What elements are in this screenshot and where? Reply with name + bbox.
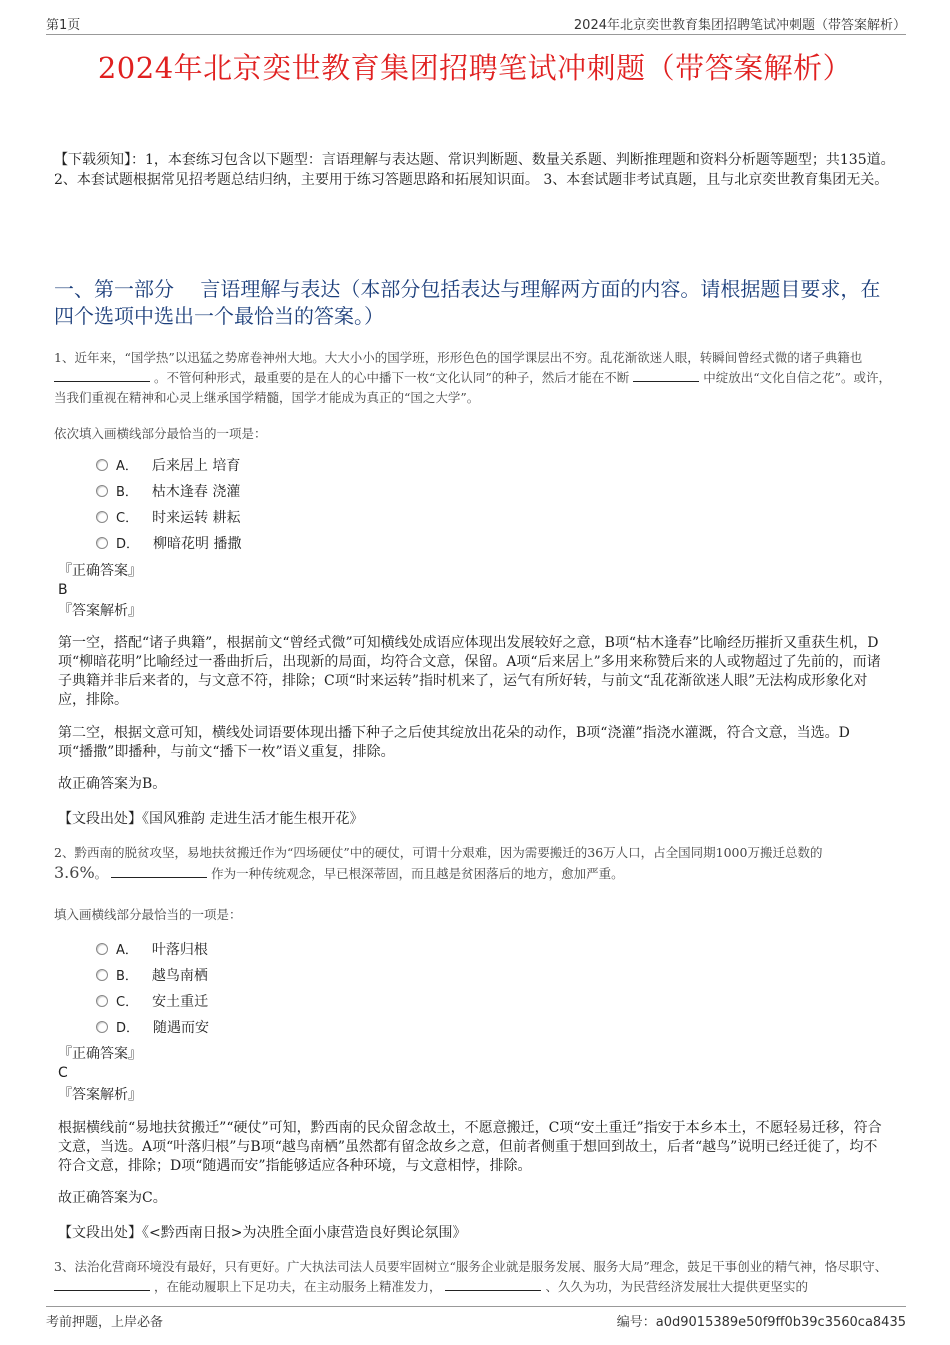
download-notice: 【下载须知】：1，本套练习包含以下题型：言语理解与表达题、常识判断题、数量关系题、判断推理题和资料分析题等题型；共135道。 2、本套试题根据常见招考题总结归纳，主要用于练习答题思路和拓展知识面。 3、本套试题非考试真题，且与北京奕世教育集团无关。 — [54, 152, 895, 188]
q1-option-a[interactable]: A． 后来居上 培育 — [96, 456, 240, 476]
question-1-stem: 1、近年来，“国学热”以迅猛之势席卷神州大地。大大小小的国学班，形形色色的国学课层出不穷。乱花渐欲迷人眼，转瞬间曾经式微的诸子典籍也 。不管何种形式，最重要的是在人的心中播下一枚“文化认同”的种子，然后才能在不断 中绽放出“文化自信之花”。或许，当我们重视在精神和心灵上继承国学精髓，国学才能成为真正的“国之大学”。 — [54, 350, 892, 405]
q2-option-a[interactable]: A． 叶落归根 — [96, 940, 208, 960]
q1-analysis-1: 第一空，搭配“诸子典籍”，根据前文“曾经式微”可知横线处成语应体现出发展较好之意，B项“枯木逢春”比喻经历摧折又重获生机，D项“柳暗花明”比喻经过一番曲折后，出现新的局面，均符合文意，保留。A项“后来居上”多用来称赞后来的人或物超过了先前的，而诸子典籍并非后来者的，与文意不符，排除；C项“时来运转”指时机来了，运气有所好转，与前文“乱花渐欲迷人眼”无法构成形象化对应，排除。 — [58, 635, 881, 708]
q1-option-c[interactable]: C． 时来运转 耕耘 — [96, 508, 241, 528]
question-3-stem: 3、法治化营商环境没有最好，只有更好。广大执法司法人员要牢固树立“服务企业就是服务发展、服务大局”理念，鼓足干事创业的精气神，恪尽职守、 ，在能动履职上下足功夫，在主动服务上精准发力， 、久久为功，为民营经济发展壮大提供更坚实的 — [54, 1259, 888, 1294]
fill-blank — [445, 1278, 541, 1291]
q2-source: 【文段出处】《<黔西南日报>为决胜全面小康营造良好舆论氛围》 — [58, 1225, 467, 1241]
radio-icon[interactable] — [96, 459, 108, 471]
radio-icon[interactable] — [96, 969, 108, 981]
analysis-label: 『答案解析』 — [58, 603, 142, 619]
analysis-label: 『答案解析』 — [58, 1087, 142, 1103]
q1-option-d[interactable]: D． 柳暗花明 播撒 — [96, 534, 241, 554]
question-2-stem: 2、黔西南的脱贫攻坚，易地扶贫搬迁作为“四场硬仗”中的硬仗，可谓十分艰难，因为需要搬迁的36万人口，占全国同期1000万搬迁总数的 3.6%。 作为一种传统观念，早已根深蒂固，而且越是贫困落后的地方，愈加严重。 — [54, 845, 823, 882]
q1-option-b[interactable]: B． 枯木逢春 浇灌 — [96, 482, 240, 502]
question-1-prompt: 依次填入画横线部分最恰当的一项是： — [54, 426, 267, 441]
section-heading: 一、第一部分 言语理解与表达（本部分包括表达与理解两方面的内容。请根据题目要求，在四个选项中选出一个最恰当的答案。） — [54, 277, 881, 328]
correct-answer-label: 『正确答案』 — [58, 1046, 142, 1062]
fill-blank — [633, 369, 699, 382]
fill-blank — [54, 369, 150, 382]
q1-source: 【文段出处】《国风雅韵 走进生活才能生根开花》 — [58, 811, 364, 827]
page-title: 2024年北京奕世教育集团招聘笔试冲刺题（带答案解析） — [97, 51, 853, 85]
radio-icon[interactable] — [96, 485, 108, 497]
footer-slogan: 考前押题，上岸必备 — [46, 1315, 164, 1330]
q2-option-d[interactable]: D． 随遇而安 — [96, 1018, 209, 1038]
header-doc-title: 2024年北京奕世教育集团招聘笔试冲刺题（带答案解析） — [573, 18, 906, 33]
q2-conclusion: 故正确答案为C。 — [58, 1190, 167, 1206]
fill-blank — [54, 1278, 150, 1291]
radio-icon[interactable] — [96, 1021, 108, 1033]
q1-conclusion: 故正确答案为B。 — [58, 776, 167, 792]
q2-option-c[interactable]: C． 安土重迁 — [96, 992, 208, 1012]
radio-icon[interactable] — [96, 511, 108, 523]
page-header — [46, 14, 906, 35]
q2-analysis: 根据横线前“易地扶贫搬迁”“硬仗”可知，黔西南的民众留念故土，不愿意搬迁，C项“安土重迁”指安于本乡本土，不愿轻易迁移，符合文意，当选。A项“叶落归根”与B项“越鸟南栖”虽然都有留念故乡之意，但前者侧重于想回到故土，后者“越鸟”说明已经迁徙了，均不符合文意，排除；D项“随遇而安”指能够适应各种环境，与文意相悖，排除。 — [58, 1120, 882, 1174]
page-number: 第1页 — [46, 18, 81, 33]
radio-icon[interactable] — [96, 537, 108, 549]
radio-icon[interactable] — [96, 943, 108, 955]
footer-doc-id: 编号：a0d9015389e50f9ff0b39c3560ca8435 — [616, 1315, 906, 1330]
q2-option-b[interactable]: B． 越鸟南栖 — [96, 966, 208, 986]
correct-answer-label: 『正确答案』 — [58, 563, 142, 579]
q1-analysis-2: 第二空，根据文意可知，横线处词语要体现出播下种子之后使其绽放出花朵的动作，B项“浇灌”指浇水灌溉，符合文意，当选。D项“播撒”即播种，与前文“播下一枚”语义重复，排除。 — [58, 725, 850, 760]
question-2-prompt: 填入画横线部分最恰当的一项是： — [54, 907, 242, 922]
q2-answer: C — [58, 1065, 68, 1081]
radio-icon[interactable] — [96, 995, 108, 1007]
q1-answer: B — [58, 582, 68, 598]
fill-blank — [111, 865, 207, 878]
page-footer — [46, 1306, 906, 1329]
